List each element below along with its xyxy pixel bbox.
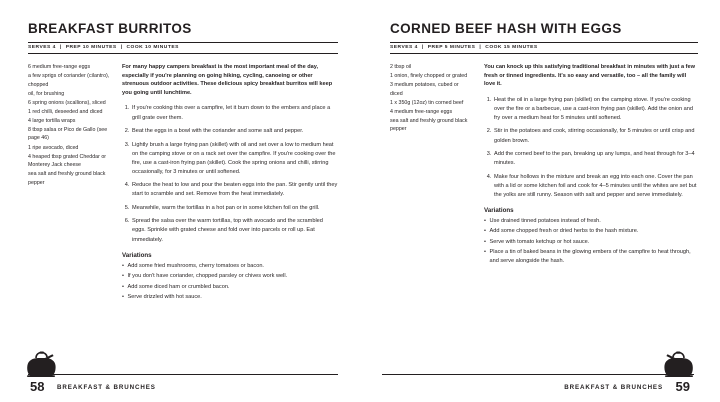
page-title: CORNED BEEF HASH WITH EGGS [390,21,622,36]
page-title: BREAKFAST BURRITOS [28,21,192,36]
list-item: oil, for brushing [28,90,65,97]
recipe-serves: SERVES 4 [28,45,56,51]
list-item: • Add some fried mushrooms, cherry tomatoes or bacon. [122,262,338,271]
list-item: 1 x 350g (12oz) tin corned beef [390,99,464,106]
list-item: 4 heaped tbsp grated Cheddar or Monterey Jack cheese [28,153,107,169]
method-steps [484,96,698,200]
recipe-prep: PREP 5 MINUTES [427,45,476,51]
list-item: 3. Lightly brush a large frying pan (skillet) with oil and set over a low to medium heat on the camping stove or on a rack set over the campfire. If you're cooking over the fire, use a cast-iron frying pan (skillet). Cook the spring onions and chilli, stirring occasionally, for 3 minutes or until softened. [131,141,338,177]
meta-sep: | [421,45,424,51]
list-item: 6 medium free-range eggs [28,63,91,70]
list-item: sea salt and freshly ground black pepper [390,117,468,133]
method-column [484,63,698,268]
recipe-prep: PREP 10 MINUTES [65,45,117,51]
variations-list [484,217,698,267]
recipe-intro: For many happy campers breakfast is the most important meal of the day, especially if you're planning on going hiking, cycling, canoeing or other strenuous outdoor activities. These delicious spicy breakfast burritos will keep you going until lunchtime. [122,63,333,96]
list-item: 4 medium free-range eggs [390,108,453,115]
list-item: 8 tbsp salsa or Pico de Gallo (see page 46) [28,126,108,142]
method-steps [122,104,338,244]
list-item: • Use drained tinned potatoes instead of fresh. [484,217,698,226]
list-item: • If you don't have coriander, chopped parsley or chives work well. [122,272,338,281]
footer-divider [382,374,694,375]
list-item: 3 medium potatoes, cubed or diced [390,82,459,97]
kettle-icon [25,351,59,377]
list-item: 5. Meanwhile, warm the tortillas in a hot pan or in some kitchen foil on the grill. [131,204,338,213]
recipe-cook: COOK 10 MINUTES [126,45,179,51]
meta-sep: | [59,45,62,51]
page-number: 58 [30,379,45,394]
list-item: 6 spring onions (scallions), sliced [28,99,106,106]
ingredients-column [390,63,472,268]
list-item: 1 red chilli, deseeded and diced [28,108,103,115]
variations-heading: Variations [122,251,152,259]
recipe-serves: SERVES 4 [390,45,418,51]
ingredients-list [28,63,110,188]
variations-list [122,262,338,303]
list-item: 1 ripe avocado, diced [28,144,79,151]
list-item: 1. Heat the oil in a large frying pan (skillet) on the camping stove. If you're cooking over the fire or a barbecue, use a cast-iron frying pan (skillet). Add the onion and fry over a medium heat for 5 minutes until softened. [493,96,698,123]
method-column [122,63,338,304]
list-item: • Serve with tomato ketchup or hot sauce. [484,238,698,247]
page-footer-right [360,368,720,402]
recipe-intro: You can knock up this satisfying traditional breakfast in minutes with just a few fresh or tinned ingredients. It's so easy and versatile, too – all the family will love it. [484,63,695,88]
footer-divider [28,374,338,375]
list-item: 2 tbsp oil [390,63,412,70]
page-number: 59 [675,379,690,394]
list-item: 6. Spread the salsa over the warm tortillas, top with avocado and the scrambled eggs. Sprinkle with grated cheese and fold over into parcels or roll up. Eat immediately. [131,217,338,244]
meta-sep: | [120,45,123,51]
list-item: • Serve drizzled with hot sauce. [122,293,338,302]
running-head: BREAKFAST & BRUNCHES [564,384,663,391]
page-footer-left [0,368,360,402]
meta-sep: | [479,45,482,51]
ingredients-column [28,63,110,304]
list-item: • Add some diced ham or crumbled bacon. [122,283,338,292]
recipe-meta [390,42,698,54]
list-item: 3. Add the corned beef to the pan, breaking up any lumps, and heat through for 3–4 minutes. [493,150,698,168]
list-item: • Place a tin of baked beans in the glowing embers of the campfire to heat through, and serve alongside the hash. [484,248,698,266]
recipe-meta [28,42,338,54]
list-item: 4. Reduce the heat to low and pour the beaten eggs into the pan. Stir gently until they start to scramble and set. Remove from the heat immediately. [131,181,338,199]
list-item: 2. Beat the eggs in a bowl with the coriander and some salt and pepper. [131,127,338,136]
recipe-body [28,63,338,304]
list-item: 4 large tortilla wraps [28,117,76,124]
list-item: 4. Make four hollows in the mixture and break an egg into each one. Cover the pan with a lid or some kitchen foil and cook for 4–5 minutes until the whites are set but the yolks are still runny. Season with salt and pepper and serve immediately. [493,173,698,200]
running-head: BREAKFAST & BRUNCHES [57,384,156,391]
list-item: 1. If you're cooking this over a campfire, let it burn down to the embers and place a grill grate over them. [131,104,338,122]
recipe-cook: COOK 15 MINUTES [485,45,538,51]
list-item: 1 onion, finely chopped or grated [390,72,468,79]
page-right [360,0,720,402]
list-item: • Add some chopped fresh or dried herbs to the hash mixture. [484,227,698,236]
recipe-body [390,63,698,268]
list-item: a few sprigs of coriander (cilantro), chopped [28,72,110,88]
variations-heading: Variations [484,206,514,214]
kettle-icon [661,351,695,377]
list-item: sea salt and freshly ground black pepper [28,171,106,186]
ingredients-list [390,63,472,134]
list-item: 2. Stir in the potatoes and cook, stirring occasionally, for 5 minutes or until crisp and golden brown. [493,127,698,145]
